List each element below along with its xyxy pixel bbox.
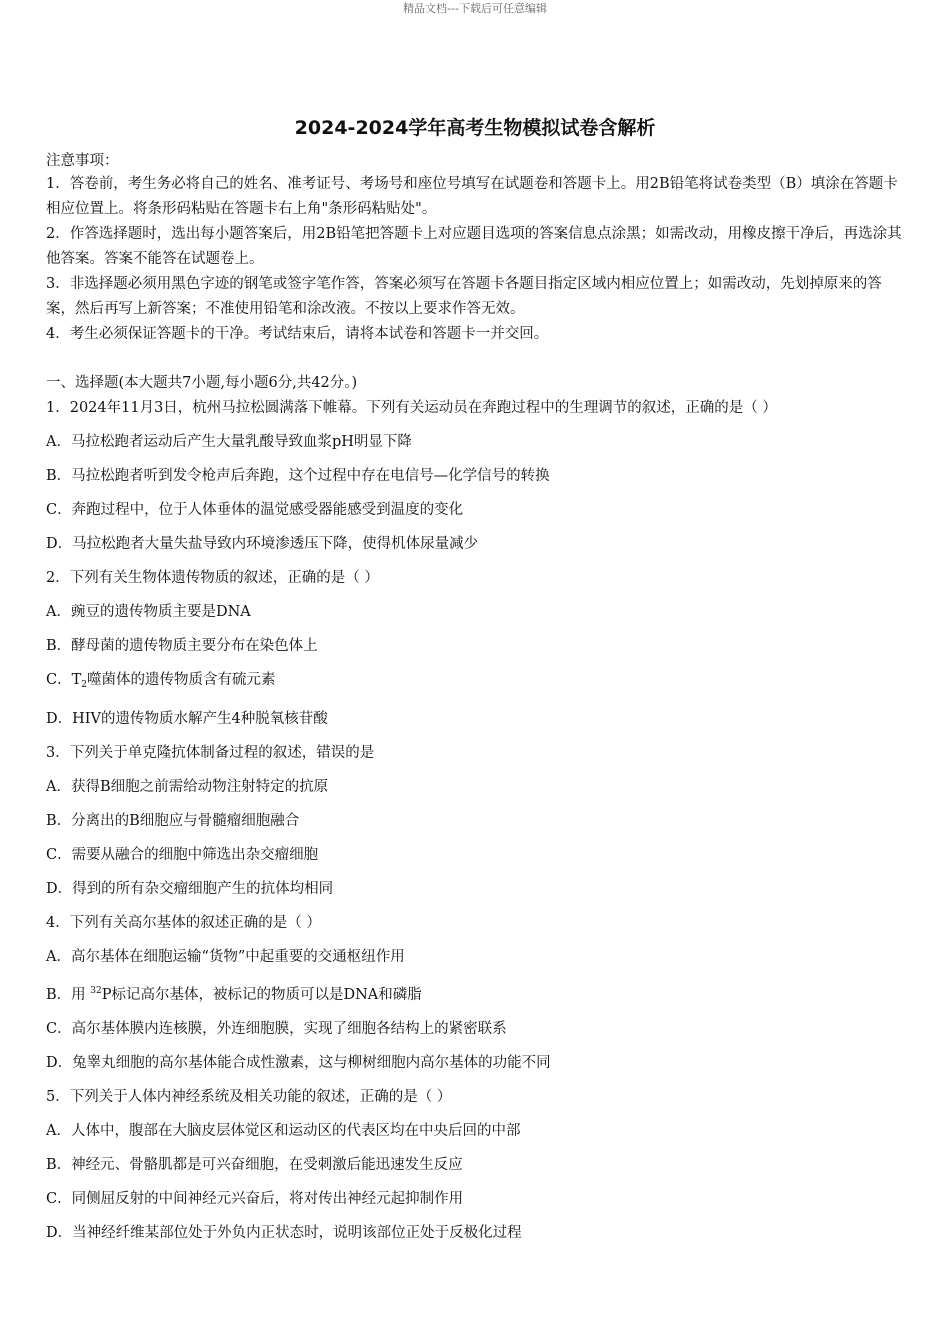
option-text: B．用: [46, 987, 91, 1003]
header-note: 精品文档---下载后可任意编辑: [403, 2, 547, 15]
notice-item: 2．作答选择题时，选出每小题答案后，用2B铅笔把答题卡上对应题目选项的答案信息点涂黑；如需改动，用橡皮擦干净后，再选涂其他答案。答案不能答在试题卷上。: [46, 226, 902, 267]
question-option: A．人体中，腹部在大脑皮层体觉区和运动区的代表区均在中央后回的中部: [46, 1123, 521, 1139]
question-option: A．马拉松跑者运动后产生大量乳酸导致血浆pH明显下降: [46, 434, 412, 450]
question-option: B．神经元、骨骼肌都是可兴奋细胞，在受刺激后能迅速发生反应: [46, 1157, 463, 1173]
document-body: [46, 150, 906, 1246]
question-option: C．高尔基体膜内连核膜，外连细胞膜，实现了细胞各结构上的紧密联系: [46, 1021, 507, 1037]
question-stem: 5．下列关于人体内神经系统及相关功能的叙述，正确的是（ ）: [46, 1089, 452, 1105]
option-text: 噬菌体的遗传物质含有硫元素: [87, 672, 276, 688]
notice-item: 3．非选择题必须用黑色字迹的钢笔或签字笔作答，答案必须写在答题卡各题目指定区域内相应位置上；如需改动，先划掉原来的答案，然后再写上新答案；不准使用铅笔和涂改液。不按以上要求作答无效。: [46, 276, 882, 317]
notice-item: 1．答卷前，考生务必将自己的姓名、准考证号、考场号和座位号填写在试题卷和答题卡上。用2B铅笔将试卷类型（B）填涂在答题卡相应位置上。将条形码粘贴在答题卡右上角"条形码粘贴处"。: [46, 176, 898, 217]
question-option: [46, 978, 906, 1008]
question-stem: 3．下列关于单克隆抗体制备过程的叙述，错误的是: [46, 745, 375, 761]
question-option: A．高尔基体在细胞运输“货物”中起重要的交通枢纽作用: [46, 949, 405, 965]
question-option: D．得到的所有杂交瘤细胞产生的抗体均相同: [46, 881, 334, 897]
question-option: B．酵母菌的遗传物质主要分布在染色体上: [46, 638, 318, 654]
page-title: 2024-2024学年高考生物模拟试卷含解析: [294, 117, 656, 139]
question-option: B．马拉松跑者听到发令枪声后奔跑，这个过程中存在电信号—化学信号的转换: [46, 468, 550, 484]
question-option: D．兔睾丸细胞的高尔基体能合成性激素，这与柳树细胞内高尔基体的功能不同: [46, 1055, 551, 1071]
notice-item: 4．考生必须保证答题卡的干净。考试结束后，请将本试卷和答题卡一并交回。: [46, 326, 549, 342]
option-text: P标记高尔基体，被标记的物质可以是DNA和磷脂: [101, 987, 422, 1003]
subscript: 2: [81, 680, 88, 690]
question-option: C．需要从融合的细胞中筛选出杂交瘤细胞: [46, 847, 319, 863]
notice-heading: 注意事项：: [46, 153, 119, 169]
question-stem: 2．下列有关生物体遗传物质的叙述，正确的是（ ）: [46, 570, 379, 586]
superscript: 32: [90, 986, 102, 996]
option-text: C．T: [46, 672, 82, 688]
question-stem: 1．2024年11月3日，杭州马拉松圆满落下帷幕。下列有关运动员在奔跑过程中的生理调节的叙述，正确的是（ ）: [46, 400, 777, 416]
question-option: B．分离出的B细胞应与骨髓瘤细胞融合: [46, 813, 300, 829]
question-option: D．当神经纤维某部位处于外负内正状态时，说明该部位正处于反极化过程: [46, 1225, 522, 1241]
question-option: A．获得B细胞之前需给动物注射特定的抗原: [46, 779, 329, 795]
question-option: D．HIV的遗传物质水解产生4种脱氧核苷酸: [46, 711, 328, 727]
question-option: A．豌豆的遗传物质主要是DNA: [46, 604, 251, 620]
question-option: D．马拉松跑者大量失盐导致内环境渗透压下降，使得机体尿量减少: [46, 536, 479, 552]
question-option: [46, 667, 906, 698]
question-option: C．同侧屈反射的中间神经元兴奋后，将对传出神经元起抑制作用: [46, 1191, 464, 1207]
question-option: C．奔跑过程中，位于人体垂体的温觉感受器能感受到温度的变化: [46, 502, 464, 518]
question-stem: 4．下列有关高尔基体的叙述正确的是（ ）: [46, 915, 321, 931]
section-title: 一、选择题(本大题共7小题,每小题6分,共42分。): [46, 375, 358, 391]
